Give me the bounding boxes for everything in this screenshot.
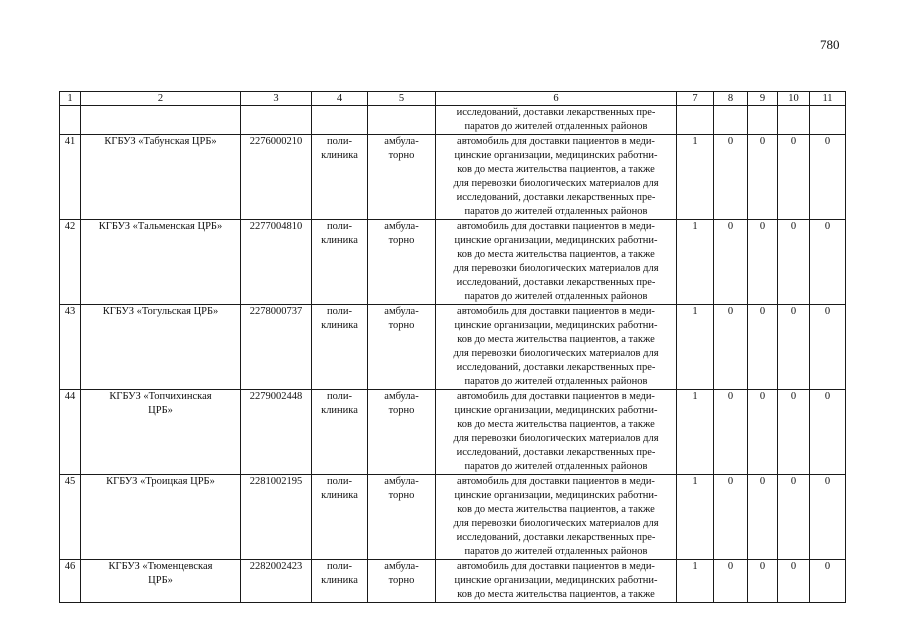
facility-type-line: клиника	[321, 490, 358, 501]
description-line: паратов до жителей отдаленных районов	[464, 291, 648, 302]
value-cell-7: 1	[677, 475, 714, 560]
column-number-cell: 10	[778, 92, 810, 106]
value-cell-8: 0	[714, 475, 748, 560]
description-line: автомобиль для доставки пациентов в меди-	[457, 391, 655, 402]
description-line: ков до места жительства пациентов, а также	[457, 504, 655, 515]
value-cell-7: 1	[677, 560, 714, 603]
value-cell-7: 1	[677, 135, 714, 220]
facility-type-cell	[312, 390, 368, 475]
description-line: для перевозки биологических материалов для	[453, 518, 659, 529]
description-cell	[436, 135, 677, 220]
care-mode-line: амбула-	[384, 136, 419, 147]
value-cell-11: 0	[810, 135, 846, 220]
value-cell-10: 0	[778, 560, 810, 603]
value-cell-10: 0	[778, 220, 810, 305]
description-line: исследований, доставки лекарственных пре-	[456, 192, 656, 203]
organization-name-line: ЦРБ»	[148, 405, 173, 416]
description-line: для перевозки биологических материалов для	[453, 263, 659, 274]
care-mode-line: амбула-	[384, 306, 419, 317]
care-mode-cell	[368, 475, 436, 560]
column-number-row	[60, 92, 846, 106]
organization-name-line: КГБУЗ «Тюменцевская	[108, 561, 213, 572]
care-mode-line: амбула-	[384, 561, 419, 572]
care-mode-cell	[368, 390, 436, 475]
description-line: автомобиль для доставки пациентов в меди-	[457, 561, 655, 572]
description-cell	[436, 305, 677, 390]
description-cell	[436, 106, 677, 135]
column-number-cell: 8	[714, 92, 748, 106]
value-cell-11: 0	[810, 220, 846, 305]
care-mode-line: торно	[388, 150, 415, 161]
description-line: для перевозки биологических материалов для	[453, 348, 659, 359]
description-line: автомобиль для доставки пациентов в меди-	[457, 221, 655, 232]
organization-name-cell	[81, 135, 241, 220]
table-row	[60, 305, 846, 390]
value-cell-8: 0	[714, 220, 748, 305]
description-line: исследований, доставки лекарственных пре-	[456, 532, 656, 543]
facility-type-line: клиника	[321, 405, 358, 416]
description-line: цинские организации, медицинских работни-	[454, 405, 658, 416]
description-line: исследований, доставки лекарственных пре-	[456, 447, 656, 458]
table-row	[60, 220, 846, 305]
description-line: исследований, доставки лекарственных пре-	[456, 362, 656, 373]
row-number-cell: 42	[60, 220, 81, 305]
row-number-cell: 41	[60, 135, 81, 220]
organization-name-line: КГБУЗ «Троицкая ЦРБ»	[106, 476, 215, 487]
organization-name-cell	[81, 560, 241, 603]
facility-type-cell	[312, 475, 368, 560]
row-number-cell: 43	[60, 305, 81, 390]
description-line: ков до места жительства пациентов, а также	[457, 419, 655, 430]
facility-type-cell	[312, 135, 368, 220]
value-cell-8: 0	[714, 135, 748, 220]
row-number-cell: 44	[60, 390, 81, 475]
value-cell-9: 0	[748, 390, 778, 475]
care-mode-line: торно	[388, 320, 415, 331]
table-row	[60, 475, 846, 560]
facility-type-line: клиника	[321, 575, 358, 586]
description-cell	[436, 390, 677, 475]
description-line: исследований, доставки лекарственных пре-	[456, 277, 656, 288]
care-mode-line: торно	[388, 235, 415, 246]
description-line: паратов до жителей отдаленных районов	[464, 461, 648, 472]
column-number-cell: 1	[60, 92, 81, 106]
organization-name-line: КГБУЗ «Топчихинская	[109, 391, 212, 402]
description-line: ков до места жительства пациентов, а также	[457, 249, 655, 260]
description-line: паратов до жителей отдаленных районов	[464, 546, 648, 557]
value-cell-11: 0	[810, 305, 846, 390]
value-cell-7: 1	[677, 305, 714, 390]
description-line: ков до места жительства пациентов, а также	[457, 589, 655, 600]
facility-type-cell	[312, 560, 368, 603]
facility-type-line: клиника	[321, 320, 358, 331]
care-mode-line: торно	[388, 405, 415, 416]
care-mode-line: амбула-	[384, 391, 419, 402]
code-cell: 2282002423	[241, 560, 312, 603]
organization-name-cell	[81, 305, 241, 390]
value-cell-10: 0	[778, 305, 810, 390]
organization-name-line: КГБУЗ «Табунская ЦРБ»	[104, 136, 217, 147]
code-cell: 2276000210	[241, 135, 312, 220]
description-cell	[436, 560, 677, 603]
facility-type-line: поли-	[326, 136, 353, 147]
row-number-cell: 45	[60, 475, 81, 560]
column-number-cell: 11	[810, 92, 846, 106]
description-cell	[436, 220, 677, 305]
description-line: для перевозки биологических материалов для	[453, 433, 659, 444]
code-cell: 2281002195	[241, 475, 312, 560]
code-cell: 2277004810	[241, 220, 312, 305]
facility-type-cell	[312, 305, 368, 390]
value-cell-9: 0	[748, 475, 778, 560]
column-number-cell: 4	[312, 92, 368, 106]
description-line: цинские организации, медицинских работни-	[454, 490, 658, 501]
description-line: паратов до жителей отдаленных районов	[464, 121, 648, 132]
care-mode-line: амбула-	[384, 221, 419, 232]
value-cell-9: 0	[748, 305, 778, 390]
value-cell-8: 0	[714, 390, 748, 475]
description-line: автомобиль для доставки пациентов в меди-	[457, 306, 655, 317]
column-number-cell: 3	[241, 92, 312, 106]
column-number-cell: 6	[436, 92, 677, 106]
continuation-row	[60, 106, 846, 135]
facility-type-line: поли-	[326, 476, 353, 487]
organization-name-cell	[81, 475, 241, 560]
value-cell-9: 0	[748, 560, 778, 603]
description-line: для перевозки биологических материалов для	[453, 178, 659, 189]
organization-name-line: КГБУЗ «Тогульская ЦРБ»	[102, 306, 219, 317]
value-cell-10: 0	[778, 390, 810, 475]
row-number-cell: 46	[60, 560, 81, 603]
code-cell: 2279002448	[241, 390, 312, 475]
data-table	[59, 91, 846, 603]
facility-type-line: поли-	[326, 561, 353, 572]
value-cell-7: 1	[677, 220, 714, 305]
care-mode-cell	[368, 305, 436, 390]
facility-type-line: клиника	[321, 235, 358, 246]
facility-type-line: клиника	[321, 150, 358, 161]
organization-name-cell	[81, 390, 241, 475]
care-mode-line: торно	[388, 490, 415, 501]
care-mode-cell	[368, 220, 436, 305]
care-mode-cell	[368, 560, 436, 603]
value-cell-8: 0	[714, 305, 748, 390]
value-cell-11: 0	[810, 560, 846, 603]
table-row	[60, 560, 846, 603]
value-cell-11: 0	[810, 475, 846, 560]
description-line: цинские организации, медицинских работни-	[454, 150, 658, 161]
table-row	[60, 390, 846, 475]
description-line: цинские организации, медицинских работни-	[454, 320, 658, 331]
description-line: паратов до жителей отдаленных районов	[464, 206, 648, 217]
value-cell-10: 0	[778, 135, 810, 220]
description-line: ков до места жительства пациентов, а также	[457, 334, 655, 345]
value-cell-11: 0	[810, 390, 846, 475]
page-number: 780	[820, 37, 840, 52]
value-cell-7: 1	[677, 390, 714, 475]
description-line: автомобиль для доставки пациентов в меди-	[457, 476, 655, 487]
description-line: цинские организации, медицинских работни-	[454, 235, 658, 246]
facility-type-line: поли-	[326, 306, 353, 317]
organization-name-line: ЦРБ»	[148, 575, 173, 586]
description-line: цинские организации, медицинских работни-	[454, 575, 658, 586]
description-line: исследований, доставки лекарственных пре-	[456, 107, 656, 118]
column-number-cell: 5	[368, 92, 436, 106]
column-number-cell: 7	[677, 92, 714, 106]
column-number-cell: 2	[81, 92, 241, 106]
organization-name-line: КГБУЗ «Тальменская ЦРБ»	[98, 221, 223, 232]
care-mode-line: торно	[388, 575, 415, 586]
value-cell-9: 0	[748, 220, 778, 305]
facility-type-line: поли-	[326, 391, 353, 402]
facility-type-cell	[312, 220, 368, 305]
value-cell-9: 0	[748, 135, 778, 220]
care-mode-cell	[368, 135, 436, 220]
care-mode-line: амбула-	[384, 476, 419, 487]
value-cell-10: 0	[778, 475, 810, 560]
table-row	[60, 135, 846, 220]
value-cell-8: 0	[714, 560, 748, 603]
description-line: паратов до жителей отдаленных районов	[464, 376, 648, 387]
column-number-cell: 9	[748, 92, 778, 106]
organization-name-cell	[81, 220, 241, 305]
description-cell	[436, 475, 677, 560]
description-line: автомобиль для доставки пациентов в меди-	[457, 136, 655, 147]
facility-type-line: поли-	[326, 221, 353, 232]
description-line: ков до места жительства пациентов, а также	[457, 164, 655, 175]
code-cell: 2278000737	[241, 305, 312, 390]
